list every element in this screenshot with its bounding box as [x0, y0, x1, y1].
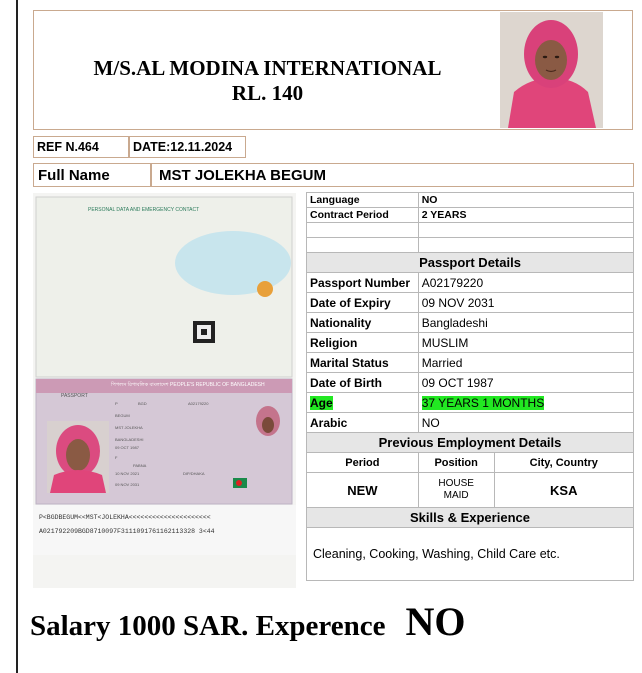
position-value — [418, 473, 494, 508]
contract-period-label: Contract Period — [307, 208, 419, 223]
blank-cell — [307, 238, 419, 253]
scan-surname: BEGUM — [115, 413, 130, 418]
scan-country-header: পিপলস রিপাবলিক বাংলাদেশ PEOPLE'S REPUBLIC OF BANGLADESH — [111, 382, 265, 388]
age-label: Age — [310, 395, 333, 410]
salary-text: Salary 1000 SAR. Experence — [30, 610, 386, 642]
marital-status-value: Married — [418, 353, 633, 373]
blank-cell — [418, 238, 633, 253]
page-edge-line — [16, 0, 18, 673]
scan-expiry: 09 NOV 2031 — [115, 482, 140, 487]
position-line2: MAID — [443, 490, 469, 501]
nationality-label: Nationality — [307, 313, 419, 333]
dob-label: Date of Birth — [307, 373, 419, 393]
religion-label: Religion — [307, 333, 419, 353]
passport-heading: Passport Details — [307, 253, 634, 273]
language-label: Language — [307, 193, 419, 208]
col-city-country: City, Country — [494, 453, 633, 473]
scan-code: BGD — [138, 401, 147, 406]
full-name-label: Full Name — [33, 163, 151, 187]
period-value: NEW — [307, 473, 419, 508]
full-name-value: MST JOLEKHA BEGUM — [151, 163, 634, 187]
scan-given-name: MST JOLEKHA — [115, 425, 143, 430]
passport-scan — [33, 193, 296, 588]
expiry-label: Date of Expiry — [307, 293, 419, 313]
scan-dob: 09 OCT 1987 — [115, 445, 139, 450]
col-position: Position — [418, 453, 494, 473]
marital-status-label: Marital Status — [307, 353, 419, 373]
passport-number-label: Passport Number — [307, 273, 419, 293]
scan-page-title: PERSONAL DATA AND EMERGENCY CONTACT — [88, 207, 200, 213]
col-period: Period — [307, 453, 419, 473]
passport-number-value: A02179220 — [418, 273, 633, 293]
scan-mrz-line2: A021792209BGD8710097F3111091761162113328 3<44 — [39, 528, 215, 535]
arabic-value: NO — [418, 413, 633, 433]
scan-passport-label: PASSPORT — [61, 393, 88, 399]
candidate-photo — [500, 12, 603, 128]
ref-date: DATE:12.11.2024 — [129, 136, 246, 158]
employment-heading: Previous Employment Details — [307, 433, 634, 453]
expiry-value: 09 NOV 2031 — [418, 293, 633, 313]
contract-period-value: 2 YEARS — [418, 208, 633, 223]
arabic-label: Arabic — [307, 413, 419, 433]
ref-number: REF N.464 — [33, 136, 129, 158]
dob-value: 09 OCT 1987 — [418, 373, 633, 393]
skills-heading: Skills & Experience — [307, 508, 634, 528]
scan-mrz-line1: P<BGDBEGUM<<MST<JOLEKHA<<<<<<<<<<<<<<<<<<<<< — [39, 514, 211, 521]
agency-title — [40, 56, 495, 106]
scan-authority: DIP/DHAKA — [183, 471, 205, 476]
agency-name: M/S.AL MODINA INTERNATIONAL — [93, 56, 442, 80]
scan-birth-place: PABNA — [133, 463, 147, 468]
details-table — [306, 192, 634, 581]
language-value: NO — [418, 193, 633, 208]
age-value: 37 YEARS 1 MONTHS — [421, 395, 545, 410]
city-value: KSA — [494, 473, 633, 508]
skills-text: Cleaning, Cooking, Washing, Child Care etc. — [307, 528, 634, 581]
scan-sex: F — [115, 455, 118, 460]
blank-cell — [307, 223, 419, 238]
scan-nationality: BANGLADESHI — [115, 437, 144, 442]
nationality-value: Bangladeshi — [418, 313, 633, 333]
agency-rl: RL. 140 — [231, 81, 304, 105]
religion-value: MUSLIM — [418, 333, 633, 353]
scan-issue: 10 NOV 2021 — [115, 471, 140, 476]
salary-line — [30, 598, 466, 645]
blank-cell — [418, 223, 633, 238]
experience-value: NO — [405, 599, 466, 644]
position-line1: HOUSE — [438, 478, 474, 489]
scan-type: P — [115, 401, 118, 406]
scan-number: A02179220 — [188, 401, 209, 406]
